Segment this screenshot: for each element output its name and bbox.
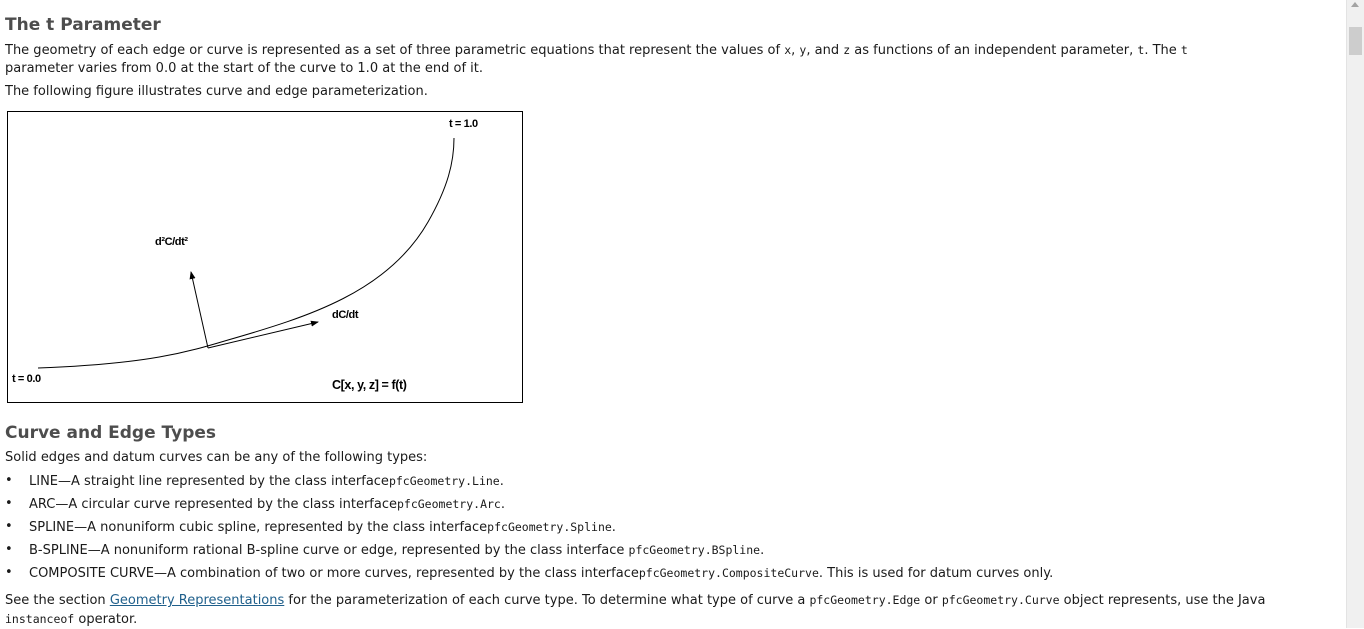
label-first-derivative: dC/dt	[332, 309, 359, 321]
curve-diagram	[8, 112, 522, 402]
item-code: pfcGeometry.CompositeCurve	[638, 566, 819, 580]
geometry-representations-link[interactable]: Geometry Representations	[109, 593, 285, 608]
list-item-arc	[5, 495, 1053, 518]
item-suffix: .	[760, 543, 765, 558]
second-derivative-arrow	[191, 272, 208, 348]
bullet-icon: •	[5, 473, 13, 488]
text-run: See the section	[5, 593, 110, 608]
item-text: SPLINE—A nonuniform cubic spline, represented by the class interface	[29, 520, 488, 535]
code-t: t	[1137, 43, 1145, 57]
code-instanceof: instanceof	[5, 612, 75, 626]
types-intro: Solid edges and datum curves can be any of the following types:	[5, 450, 428, 465]
item-code: pfcGeometry.Line	[388, 474, 500, 488]
code-x: x	[784, 43, 792, 57]
item-suffix: . This is used for datum curves only.	[818, 566, 1054, 581]
text-run: or	[920, 593, 942, 608]
curve-types-list	[5, 472, 1053, 587]
footer-paragraph	[5, 591, 1295, 629]
item-text: LINE—A straight line represented by the class interface	[29, 474, 389, 489]
label-t-start: t = 0.0	[12, 373, 41, 385]
vertical-scrollbar[interactable]	[1346, 0, 1364, 628]
item-suffix: .	[611, 520, 616, 535]
tangent-vector-arrow	[208, 322, 318, 348]
text-run: operator.	[74, 612, 138, 627]
item-code: pfcGeometry.Spline	[487, 520, 612, 534]
text-run: parameter varies from 0.0 at the start of the curve to 1.0 at the end of it.	[5, 61, 484, 76]
text-run: The geometry of each edge or curve is represented as a set of three parametric equations that represent the values of	[5, 43, 785, 58]
label-t-end: t = 1.0	[449, 118, 478, 130]
parametric-curve	[38, 138, 454, 368]
list-item-spline	[5, 518, 1053, 541]
bullet-icon: •	[5, 542, 13, 557]
text-run: as functions of an independent parameter,	[850, 43, 1138, 58]
code-t: t	[1180, 43, 1188, 57]
bullet-icon: •	[5, 519, 13, 534]
section-title-t-parameter: The t Parameter	[5, 15, 161, 35]
list-item-bspline	[5, 541, 1053, 564]
item-code: pfcGeometry.BSpline	[628, 543, 761, 557]
text-run: ,	[791, 43, 800, 58]
item-suffix: .	[500, 497, 505, 512]
list-item-line	[5, 472, 1053, 495]
t-parameter-description	[5, 41, 1245, 78]
scroll-up-arrow-icon[interactable]	[1351, 2, 1359, 7]
code-curve: pfcGeometry.Curve	[941, 593, 1060, 607]
code-edge: pfcGeometry.Edge	[809, 593, 921, 607]
item-text: COMPOSITE CURVE—A combination of two or more curves, represented by the class interface	[29, 566, 639, 581]
label-second-derivative: d²C/dt²	[155, 236, 188, 248]
section-title-curve-edge-types: Curve and Edge Types	[5, 423, 217, 443]
scrollbar-thumb[interactable]	[1349, 27, 1362, 55]
item-text: B-SPLINE—A nonuniform rational B-spline curve or edge, represented by the class interface	[29, 543, 629, 558]
list-item-composite-curve	[5, 564, 1053, 587]
code-z: z	[843, 43, 851, 57]
text-run: . The	[1144, 43, 1181, 58]
text-run: object represents, use the Java	[1059, 593, 1266, 608]
item-suffix: .	[499, 474, 504, 489]
text-run: , and	[806, 43, 844, 58]
label-function: C[x, y, z] = f(t)	[332, 378, 407, 392]
bullet-icon: •	[5, 565, 13, 580]
item-text: ARC—A circular curve represented by the class interface	[29, 497, 397, 512]
figure-intro: The following figure illustrates curve and edge parameterization.	[5, 84, 428, 99]
text-run: for the parameterization of each curve type. To determine what type of curve a	[284, 593, 810, 608]
item-code: pfcGeometry.Arc	[396, 497, 501, 511]
bullet-icon: •	[5, 496, 13, 511]
curve-parameterization-figure	[7, 111, 523, 403]
code-y: y	[799, 43, 807, 57]
